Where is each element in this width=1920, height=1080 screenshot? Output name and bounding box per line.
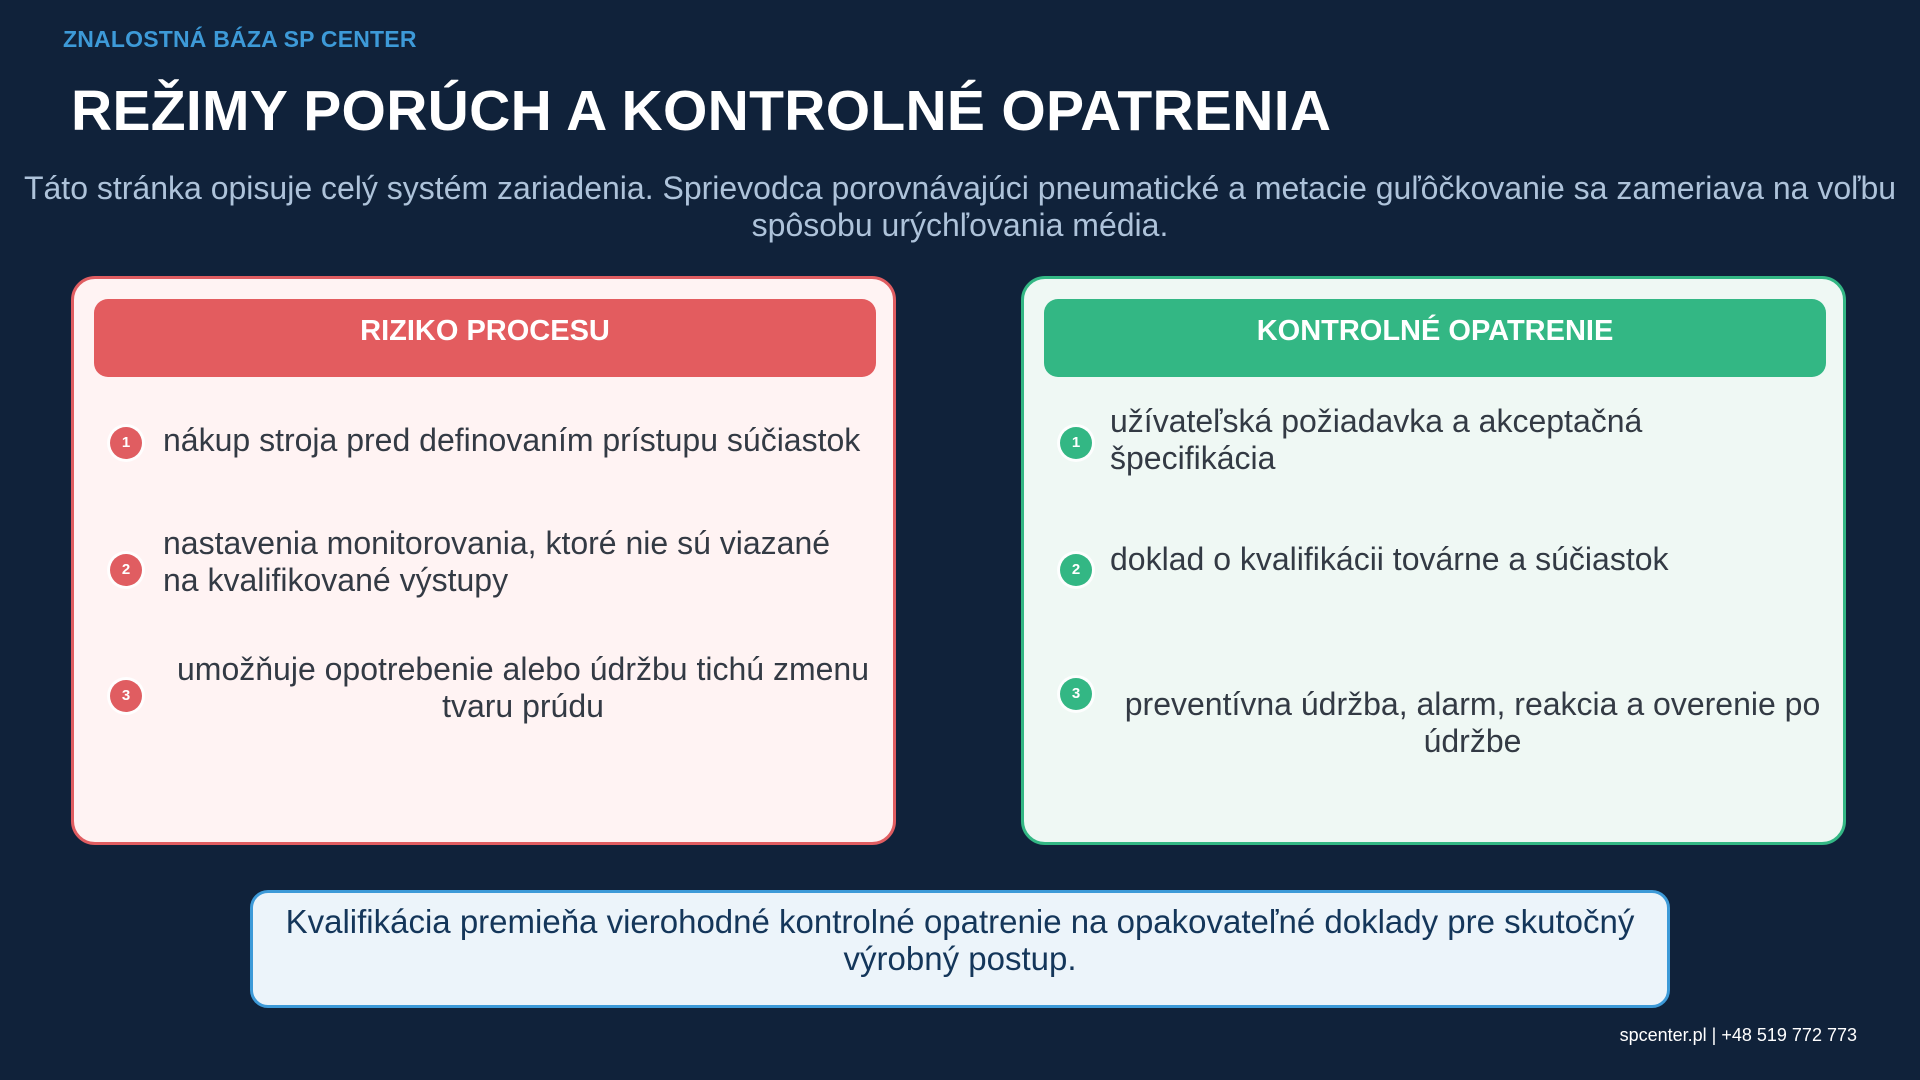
control-panel xyxy=(1021,276,1846,845)
control-item-text: preventívna údržba, alarm, reakcia a overenie po údržbe xyxy=(1124,686,1821,759)
number-badge: 3 xyxy=(110,680,142,712)
brand-label: ZNALOSTNÁ BÁZA SP CENTER xyxy=(63,26,417,52)
summary-box: Kvalifikácia premieňa vierohodné kontrolné opatrenie na opakovateľné doklady pre skutočný výrobný postup. xyxy=(250,890,1670,1008)
number-badge: 2 xyxy=(110,554,142,586)
control-panel-header: KONTROLNÉ OPATRENIE xyxy=(1044,299,1826,377)
risk-item-text: umožňuje opotrebenie alebo údržbu tichú zmenu tvaru prúdu xyxy=(176,651,869,724)
control-item-text: užívateľská požiadavka a akceptačná špecifikácia xyxy=(1110,403,1643,476)
contact-info: spcenter.pl | +48 519 772 773 xyxy=(1619,1025,1857,1045)
control-item-text: doklad o kvalifikácii továrne a súčiastok xyxy=(1110,541,1669,577)
risk-item-text: nastavenia monitorovania, ktoré nie sú viazané na kvalifikované výstupy xyxy=(163,525,831,598)
number-badge: 1 xyxy=(110,427,142,459)
number-badge: 1 xyxy=(1060,427,1092,459)
number-badge: 2 xyxy=(1060,554,1092,586)
risk-panel xyxy=(71,276,896,845)
number-badge: 3 xyxy=(1060,678,1092,710)
intro-text: Táto stránka opisuje celý systém zariadenia. Sprievodca porovnávajúci pneumatické a metacie guľôčkovanie sa zameriava na voľbu spôsobu urýchľovania média. xyxy=(23,170,1897,243)
risk-panel-header: RIZIKO PROCESU xyxy=(94,299,876,377)
page-title: REŽIMY PORÚCH A KONTROLNÉ OPATRENIA xyxy=(71,79,1332,143)
risk-item-text: nákup stroja pred definovaním prístupu súčiastok xyxy=(163,422,861,458)
